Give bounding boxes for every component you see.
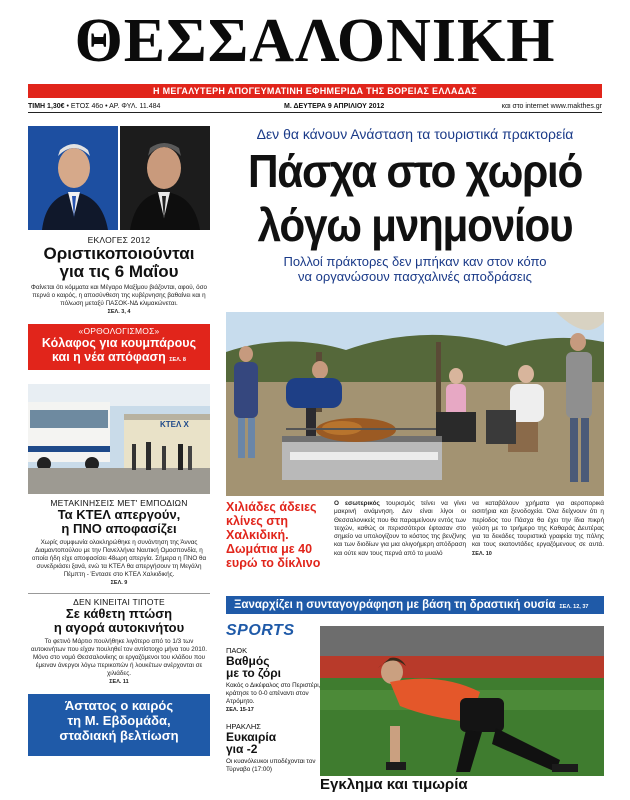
sports-story1-body: Κακός ο Δικέφαλος στο Περιστέρι, κράτησε το 0-0 απέναντι στον Ατρόμητο. ΣΕΛ. 15-17: [226, 682, 321, 713]
feature-column-1: Ο εσωτερικός τουρισμός τείνει να γίνει μακρινή ανάμνηση. Δεν είναι λίγοι οι Θεσσαλονικείς που θα παραμείνουν εντός των τειχών, καθώς οι περισσότεροι έφτασαν στο σημείο να υπολογίζουν το κόστος της βενζίνης και των διοδίων για μια ολιγοήμερη απόδραση και ούτε καν τους περνά από το μυαλό: [334, 500, 466, 557]
sports-story2-body: Οι κυανόλευκοι υποδέχονται τον Τύρναβο (17:00): [226, 758, 316, 773]
website-link[interactable]: και στο internet www.makthes.gr: [501, 103, 602, 110]
story4-body: Το φετινό Μάρτιο πουλήθηκε λιγότερο από το 1/3 των αυτοκινήτων που είχαν πουληθεί τον αντίστοιχο μήνα του 2010. Μόνο στο νομό Θεσσαλονίκης οι εργαζόμενοι του κλάδου που έμειναν άνεργοι λόγω περικοπών ή λουκέτων ανέρχονται σε χιλιάδες. ΣΕΛ. 11: [30, 638, 208, 685]
story4-headline: Σε κάθετη πτώση η αγορά αυτοκινήτου: [53, 606, 185, 635]
issue-meta: [28, 101, 602, 113]
newspaper-title: ΘΕΣΣΑΛΟΝΙΚΗ: [74, 7, 556, 75]
masthead: [0, 0, 630, 120]
sports-story2-kicker: ΗΡΑΚΛΗΣ: [226, 722, 261, 731]
sports-story1-kicker: ΠΑΟΚ: [226, 646, 248, 655]
lead-strap: Δεν θα κάνουν Ανάσταση τα τουριστικά πρακτορεία: [256, 126, 574, 142]
story3-headline: Τα ΚΤΕΛ απεργούν, η ΠΝΟ αποφασίζει: [57, 507, 181, 536]
story1-body: Φαίνεται ότι κόμματα και Μέγαρο Μαξίμου βιάζονται, αφού, όσο περνά ο καιρός, η αποσύνθεση της κυβέρνησης βαθαίνει και η πόλωση μεταξύ ΠΑΣΟΚ-ΝΔ κλιμακώνεται. ΣΕΛ. 3, 4: [30, 284, 208, 315]
referee-photo: [320, 626, 604, 776]
sports-logo: SPORTS: [226, 622, 295, 639]
sports-story1-headline: Βαθμός με το ζόρι: [226, 654, 281, 680]
story1-kicker: ΕΚΛΟΓΕΣ 2012: [87, 235, 151, 245]
bus-station-photo: [28, 384, 210, 494]
story2-box: [28, 324, 210, 370]
lead-story: [226, 122, 604, 284]
issue-date: Μ. ΔΕΥΤΕΡΑ 9 ΑΠΡΙΛΙΟΥ 2012: [284, 103, 385, 110]
easter-roast-photo: [226, 312, 604, 496]
story3-body: Χωρίς συμφωνία ολοκληρώθηκε η συνάντηση της Άννας Διαμαντοπούλου με την Πανελλήνια Ναυτική Ομοσπονδία, η οποία ήδη είχε αποφασίσει 48ωρη απεργία. Σήμερα η ΠΝΟ θα συνεδριάσει ξανά, ενώ τα ΚΤΕΛ θα απεργήσουν τη Μεγάλη Πέμπτη - Έντασε στο ΚΤΕΛ Χαλκιδικής. ΣΕΛ. 9: [31, 539, 207, 586]
lead-subhead: Πολλοί πράκτορες δεν μπήκαν καν στον κόπο να οργανώσουν πασχαλινές αποδράσεις: [283, 254, 547, 284]
feature-red-headline: Χιλιάδες άδειες κλίνες στη Χαλκιδική. Δωμάτια με 40 ευρώ το δίκλινο: [226, 500, 321, 570]
left-column: [28, 122, 210, 756]
story5-weather-box: Άστατος ο καιρός τη Μ. Εβδομάδα, σταδιακή βελτίωση: [28, 694, 210, 756]
politicians-photo: [28, 126, 210, 230]
sports-section: [226, 622, 326, 774]
price-issue: ΤΙΜΗ 1,30€ • ΕΤΟΣ 46ο • ΑΡ. ΦΥΛ. 11.484: [28, 103, 161, 110]
lead-headline: Πάσχα στο χωριό λόγω μνημονίου: [247, 145, 583, 251]
sports-caption: Εγκλημα και τιμωρία: [320, 776, 468, 793]
story4-kicker: ΔΕΝ ΚΙΝΕΙΤΑΙ ΤΙΠΟΤΕ: [73, 597, 165, 607]
story2-kicker: «ΟΡΘΟΛΟΓΙΣΜΟΣ»: [78, 326, 160, 336]
feature-column-2: να καταβάλουν χρήματα για αεροπορικά εισιτήρια και ξενοδοχεία. Όλα δείχνουν ότι η περίοδος του Πάσχα θα έχει την ίδια πικρή γεύση με το τριήμερο της Καθαράς Δευτέρας για τα δεκάδες τουριστικά γραφεία της πόλης και τους εκατοντάδες εργαζόμενους σε αυτά. ΣΕΛ. 10: [472, 500, 604, 557]
tagline: Η ΜΕΓΑΛΥΤΕΡΗ ΑΠΟΓΕΥΜΑΤΙΝΗ ΕΦΗΜΕΡΙΔΑ ΤΗΣ ΒΟΡΕΙΑΣ ΕΛΛΑΔΑΣ: [28, 84, 602, 98]
prescription-bar: Ξαναρχίζει η συνταγογράφηση με βάση τη δραστική ουσία ΣΕΛ. 12, 37: [226, 596, 604, 614]
left-divider: [28, 593, 210, 594]
story2-headline: Κόλαφος για κουμπάρους και η νέα απόφαση ΣΕΛ. 8: [41, 336, 197, 364]
story3-kicker: ΜΕΤΑΚΙΝΗΣΕΙΣ ΜΕΤ' ΕΜΠΟΔΙΩΝ: [50, 498, 188, 508]
story1-headline: Οριστικοποιούνται για τις 6 Μαΐου: [43, 244, 195, 281]
bus-sign: ΚΤΕΛ Χ: [160, 420, 189, 429]
sports-story2-headline: Ευκαιρία για -2: [226, 730, 277, 756]
